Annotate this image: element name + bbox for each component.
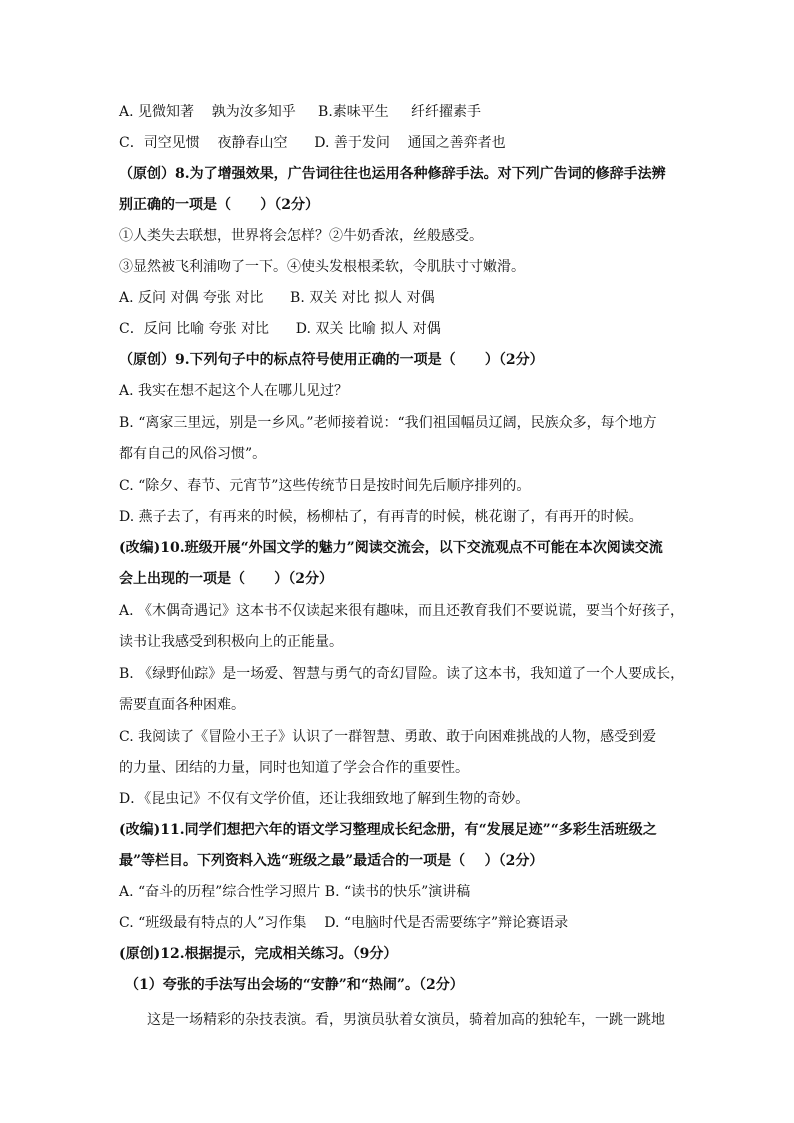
question-9-option-b-cont: 都有自己的风俗习惯”。 bbox=[119, 446, 267, 462]
question-11-stem: (改编)11.同学们想把六年的语文学习整理成长纪念册，有“发展足迹”“多彩生活班级之 bbox=[119, 822, 657, 838]
question-9-option-c: C. “除夕、春节、元宵节”这些传统节日是按时间先后顺序排列的。 bbox=[119, 478, 531, 494]
question-10-stem: (改编)10.班级开展“外国文学的魅力”阅读交流会，以下交流观点不可能在本次阅读交流 bbox=[119, 540, 663, 556]
question-8-stem-cont: 别正确的一项是（ ）（2分） bbox=[119, 197, 319, 213]
line-options-c-d: C．司空见惯 夜静春山空 D. 善于发问 通国之善弈者也 bbox=[119, 135, 506, 151]
question-11-options-a-b: A. “奋斗的历程”综合性学习照片 B. “读书的快乐”演讲稿 bbox=[119, 884, 471, 900]
question-10-option-b-cont: 需要直面各种困难。 bbox=[119, 697, 245, 713]
question-10-option-c-cont: 的力量、团结的力量，同时也知道了学会合作的重要性。 bbox=[119, 760, 469, 776]
question-11-stem-cont: 最”等栏目。下列资料入选“班级之最”最适合的一项是（ ）（2分） bbox=[119, 853, 544, 869]
question-10-option-a-cont: 读书让我感受到积极向上的正能量。 bbox=[119, 634, 343, 650]
question-12-stem: (原创)12.根据提示，完成相关练习。（9分） bbox=[119, 946, 398, 962]
line-slogans-1-2: ①人类失去联想，世界将会怎样？②牛奶香浓，丝般感受。 bbox=[119, 228, 483, 244]
question-10-option-d: D．《昆虫记》不仅有文学价值，还让我细致地了解到生物的奇妙。 bbox=[119, 791, 530, 807]
line-slogans-3-4: ③显然被飞利浦吻了一下。④使头发根根柔软，令肌肤寸寸嫩滑。 bbox=[119, 259, 525, 275]
question-10-option-c: C. 我阅读了《冒险小王子》认识了一群智慧、勇敢、敢于向困难挑战的人物，感受到爱 bbox=[119, 729, 657, 745]
line-options-a-b: A. 见微知著 孰为汝多知乎 B.素味平生 纤纤擢素手 bbox=[119, 104, 482, 120]
question-9-option-a: A. 我实在想不起这个人在哪儿见过？ bbox=[119, 383, 349, 399]
question-12-passage: 这是一场精彩的杂技表演。看，男演员驮着女演员，骑着加高的独轮车，一跳一跳地 bbox=[147, 1012, 665, 1028]
question-11-options-c-d: C. “班级最有特点的人”习作集 D. “电脑时代是否需要练字”辩论赛语录 bbox=[119, 915, 569, 931]
line-options-a-b: A. 反问 对偶 夸张 对比 B. 双关 对比 拟人 对偶 bbox=[119, 290, 435, 306]
question-9-option-b: B. “离家三里远，别是一乡风。”老师接着说：“我们祖国幅员辽阔，民族众多，每个地方 bbox=[119, 415, 657, 431]
question-10-option-b: B. 《绿野仙踪》是一场爱、智慧与勇气的奇幻冒险。读了这本书，我知道了一个人要成长， bbox=[119, 666, 685, 682]
question-9-option-d: D. 燕子去了，有再来的时候，杨柳枯了，有再青的时候，桃花谢了，有再开的时候。 bbox=[119, 509, 643, 525]
question-10-stem-cont: 会上出现的一项是（ ）（2分） bbox=[119, 571, 333, 587]
question-10-option-a: A. 《木偶奇遇记》这本书不仅读起来很有趣味，而且还教育我们不要说谎，要当个好孩子， bbox=[119, 603, 685, 619]
question-12-part-1: （1）夸张的手法写出会场的“安静”和“热闹”。（2分） bbox=[125, 977, 464, 993]
question-8-stem: （原创）8.为了增强效果，广告词往往也运用各种修辞手法。对下列广告词的修辞手法辨 bbox=[119, 166, 666, 182]
question-9-stem: （原创）9.下列句子中的标点符号使用正确的一项是（ ）（2分） bbox=[119, 352, 544, 368]
line-options-c-d: C．反问 比喻 夸张 对比 D. 双关 比喻 拟人 对偶 bbox=[119, 321, 441, 337]
